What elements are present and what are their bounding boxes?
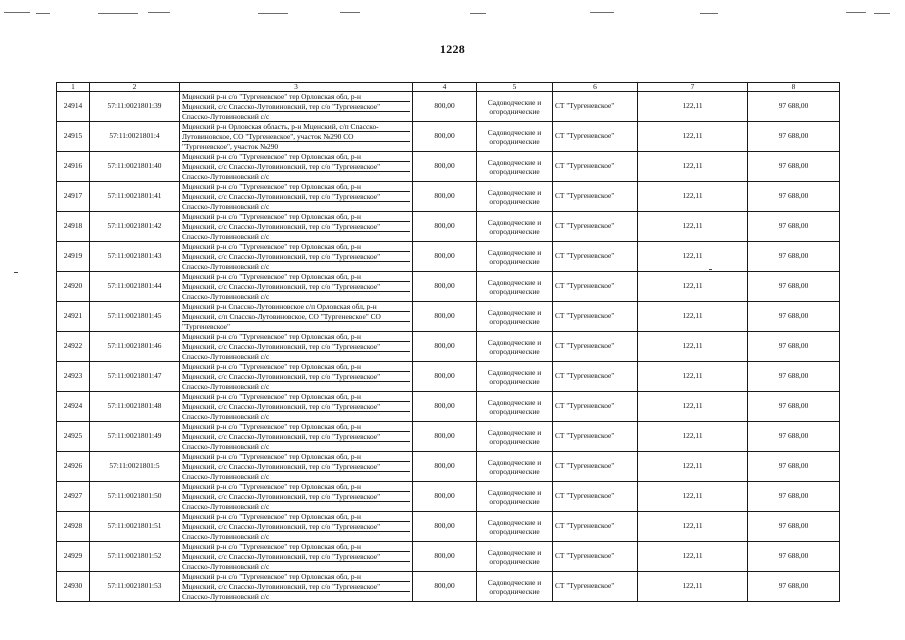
row-id-cell: 24923: [57, 362, 90, 392]
address-line: Мценский, с/с Спасско-Лутовиновский, тер с/о "Тургеневское": [182, 342, 410, 352]
area-cell: 800,00: [413, 482, 477, 512]
cadastral-value-cell: 97 688,00: [748, 332, 840, 362]
land-use-cell: [477, 482, 553, 512]
row-id-cell: 24919: [57, 242, 90, 272]
address-cell: [180, 392, 413, 422]
organization-cell: СТ "Тургеневское": [553, 92, 638, 122]
cadastral-number-cell: 57:11:0021801:45: [90, 302, 180, 332]
cadastral-value-cell: 97 688,00: [748, 392, 840, 422]
scan-speck: [4, 12, 30, 13]
address-line: Спасско-Лутовиновский с/с: [182, 172, 270, 181]
address-line: Мценский р-н с/о "Тургеневское" тер Орловская обл, р-н: [182, 182, 410, 192]
address-line: Спасско-Лутовиновский с/с: [182, 592, 270, 601]
land-use-line: огороднические: [489, 256, 540, 266]
row-id-cell: 24920: [57, 272, 90, 302]
area-cell: 800,00: [413, 212, 477, 242]
address-cell: [180, 152, 413, 182]
cadastral-value-cell: 97 688,00: [748, 542, 840, 572]
cadastral-number-cell: 57:11:0021801:41: [90, 182, 180, 212]
address-cell: [180, 542, 413, 572]
land-use-cell: [477, 332, 553, 362]
cadastral-number-cell: 57:11:0021801:40: [90, 152, 180, 182]
address-line: Спасско-Лутовиновский с/с: [182, 232, 270, 241]
land-use-line: Садоводческие и: [487, 517, 542, 527]
table-row: [57, 212, 840, 242]
area-cell: 800,00: [413, 152, 477, 182]
rate-cell: 122,11: [638, 482, 748, 512]
address-cell: [180, 122, 413, 152]
organization-cell: СТ "Тургеневское": [553, 482, 638, 512]
land-use-cell: [477, 512, 553, 542]
table-row: [57, 482, 840, 512]
row-id-cell: 24925: [57, 422, 90, 452]
land-use-line: огороднические: [489, 436, 540, 446]
land-use-line: Садоводческие и: [487, 367, 542, 377]
organization-cell: СТ "Тургеневское": [553, 422, 638, 452]
table-row: [57, 332, 840, 362]
address-cell: [180, 302, 413, 332]
area-cell: 800,00: [413, 512, 477, 542]
address-line: Спасско-Лутовиновский с/с: [182, 562, 270, 571]
scan-speck: [874, 13, 890, 14]
cadastral-value-cell: 97 688,00: [748, 152, 840, 182]
area-cell: 800,00: [413, 122, 477, 152]
land-use-cell: [477, 572, 553, 602]
land-use-line: Садоводческие и: [487, 487, 542, 497]
address-line: Спасско-Лутовиновский с/с: [182, 532, 270, 541]
land-use-line: огороднические: [489, 346, 540, 356]
scan-speck: [98, 13, 138, 14]
address-line: Мценский, с/с Спасско-Лутовиновский, тер с/о "Тургеневское": [182, 402, 410, 412]
cadastral-number-cell: 57:11:0021801:44: [90, 272, 180, 302]
address-cell: [180, 482, 413, 512]
cadastral-number-cell: 57:11:0021801:39: [90, 92, 180, 122]
address-line: Мценский р-н с/о "Тургеневское" тер Орловская обл, р-н: [182, 362, 410, 372]
land-use-line: огороднические: [489, 376, 540, 386]
land-use-line: огороднические: [489, 556, 540, 566]
row-id-cell: 24924: [57, 392, 90, 422]
address-line: Спасско-Лутовиновский с/с: [182, 412, 270, 421]
column-number: 7: [638, 83, 748, 92]
column-number: 5: [477, 83, 553, 92]
land-use-cell: [477, 452, 553, 482]
margin-mark: [14, 272, 18, 273]
scan-speck: [846, 12, 866, 13]
land-use-line: Садоводческие и: [487, 187, 542, 197]
table-row: [57, 122, 840, 152]
land-use-cell: [477, 122, 553, 152]
area-cell: 800,00: [413, 242, 477, 272]
land-use-line: огороднические: [489, 106, 540, 116]
rate-cell: 122,11: [638, 572, 748, 602]
row-id-cell: 24926: [57, 452, 90, 482]
table-row: [57, 182, 840, 212]
address-line: Мценский р-н с/о "Тургеневское" тер Орловская обл, р-н: [182, 332, 410, 342]
cadastral-number-cell: 57:11:0021801:46: [90, 332, 180, 362]
land-use-line: огороднические: [489, 526, 540, 536]
column-number: 4: [413, 83, 477, 92]
row-id-cell: 24930: [57, 572, 90, 602]
scan-speck: [36, 13, 50, 14]
address-cell: [180, 572, 413, 602]
cadastral-value-cell: 97 688,00: [748, 182, 840, 212]
land-use-cell: [477, 272, 553, 302]
scan-speck: [590, 12, 614, 13]
cadastral-value-cell: 97 688,00: [748, 452, 840, 482]
table-row: [57, 272, 840, 302]
rate-cell: 122,11: [638, 152, 748, 182]
table-row: [57, 392, 840, 422]
table-row: [57, 362, 840, 392]
organization-cell: СТ "Тургеневское": [553, 302, 638, 332]
table-row: [57, 302, 840, 332]
scan-speck: [258, 13, 288, 14]
address-line: Спасско-Лутовиновский с/с: [182, 442, 270, 451]
rate-cell: 122,11: [638, 122, 748, 152]
address-line: Мценский р-н с/о "Тургеневское" тер Орловская обл, р-н: [182, 422, 410, 432]
land-use-line: Садоводческие и: [487, 157, 542, 167]
address-line: Мценский, с/с Спасско-Лутовиновский, тер с/о "Тургеневское": [182, 492, 410, 502]
address-line: Мценский р-н с/о "Тургеневское" тер Орловская обл, р-н: [182, 272, 410, 282]
address-line: Мценский р-н с/о "Тургеневское" тер Орловская обл, р-н: [182, 392, 410, 402]
address-cell: [180, 452, 413, 482]
land-use-cell: [477, 182, 553, 212]
address-cell: [180, 272, 413, 302]
address-line: Мценский, с/с Спасско-Лутовиновский, тер с/о "Тургеневское": [182, 102, 410, 112]
land-use-line: Садоводческие и: [487, 307, 542, 317]
area-cell: 800,00: [413, 302, 477, 332]
address-line: Спасско-Лутовиновский с/с: [182, 502, 270, 511]
land-use-line: огороднические: [489, 496, 540, 506]
table-row: [57, 542, 840, 572]
scan-speck: [470, 13, 486, 14]
address-line: Мценский, с/с Спасско-Лутовиновский, тер с/о "Тургеневское": [182, 162, 410, 172]
address-line: Лутовиновское, СО "Тургеневское", участок №290 СО: [182, 132, 410, 142]
scan-speck: [340, 12, 360, 13]
scan-speck: [148, 12, 170, 13]
land-register-table: [56, 82, 840, 602]
address-cell: [180, 242, 413, 272]
land-use-cell: [477, 542, 553, 572]
address-cell: [180, 332, 413, 362]
row-id-cell: 24915: [57, 122, 90, 152]
cadastral-value-cell: 97 688,00: [748, 212, 840, 242]
address-line: Мценский, с/п Спасско-Лутовиновское, СО "Тургеневское" СО: [182, 312, 410, 322]
address-line: Мценский, с/с Спасско-Лутовиновский, тер с/о "Тургеневское": [182, 432, 410, 442]
cadastral-number-cell: 57:11:0021801:52: [90, 542, 180, 572]
page-number: 1228: [439, 42, 466, 56]
address-line: Спасско-Лутовиновский с/с: [182, 382, 270, 391]
organization-cell: СТ "Тургеневское": [553, 122, 638, 152]
area-cell: 800,00: [413, 182, 477, 212]
row-id-cell: 24917: [57, 182, 90, 212]
row-id-cell: 24922: [57, 332, 90, 362]
address-line: Мценский р-н с/о "Тургеневское" тер Орловская обл, р-н: [182, 482, 410, 492]
area-cell: 800,00: [413, 362, 477, 392]
area-cell: 800,00: [413, 92, 477, 122]
land-use-line: Садоводческие и: [487, 277, 542, 287]
register-body: [57, 92, 840, 602]
organization-cell: СТ "Тургеневское": [553, 182, 638, 212]
table-row: [57, 92, 840, 122]
rate-cell: 122,11: [638, 452, 748, 482]
address-line: Спасско-Лутовиновский с/с: [182, 352, 270, 361]
organization-cell: СТ "Тургеневское": [553, 212, 638, 242]
land-use-cell: [477, 152, 553, 182]
land-use-cell: [477, 362, 553, 392]
cadastral-value-cell: 97 688,00: [748, 302, 840, 332]
land-use-cell: [477, 242, 553, 272]
land-use-line: Садоводческие и: [487, 577, 542, 587]
land-use-line: Садоводческие и: [487, 547, 542, 557]
rate-cell: 122,11: [638, 182, 748, 212]
cadastral-value-cell: 97 688,00: [748, 122, 840, 152]
land-use-cell: [477, 302, 553, 332]
cadastral-value-cell: 97 688,00: [748, 572, 840, 602]
table-row: [57, 422, 840, 452]
table-row: [57, 512, 840, 542]
rate-cell: 122,11: [638, 92, 748, 122]
cadastral-value-cell: 97 688,00: [748, 422, 840, 452]
land-use-line: огороднические: [489, 196, 540, 206]
cadastral-value-cell: 97 688,00: [748, 92, 840, 122]
address-line: "Тургеневское": [182, 322, 231, 331]
land-use-line: Садоводческие и: [487, 337, 542, 347]
rate-cell: 122,11: [638, 362, 748, 392]
address-cell: [180, 512, 413, 542]
address-line: Мценский р-н с/о "Тургеневское" тер Орловская обл, р-н: [182, 542, 410, 552]
organization-cell: СТ "Тургеневское": [553, 332, 638, 362]
row-id-cell: 24929: [57, 542, 90, 572]
address-line: Мценский, с/с Спасско-Лутовиновский, тер с/о "Тургеневское": [182, 462, 410, 472]
rate-cell: 122,11: [638, 422, 748, 452]
cadastral-value-cell: 97 688,00: [748, 362, 840, 392]
cadastral-number-cell: 57:11:0021801:4: [90, 122, 180, 152]
address-line: Мценский р-н с/о "Тургеневское" тер Орловская обл, р-н: [182, 92, 410, 102]
cadastral-value-cell: 97 688,00: [748, 272, 840, 302]
rate-cell: 122,11: [638, 272, 748, 302]
column-number: 8: [748, 83, 840, 92]
cadastral-number-cell: 57:11:0021801:50: [90, 482, 180, 512]
area-cell: 800,00: [413, 452, 477, 482]
address-line: Мценский, с/с Спасско-Лутовиновский, тер с/о "Тургеневское": [182, 222, 410, 232]
row-id-cell: 24928: [57, 512, 90, 542]
rate-cell: 122,11: [638, 212, 748, 242]
address-line: Спасско-Лутовиновский с/с: [182, 262, 270, 271]
address-cell: [180, 422, 413, 452]
address-cell: [180, 92, 413, 122]
land-use-line: огороднические: [489, 406, 540, 416]
address-line: Мценский, с/с Спасско-Лутовиновский, тер с/о "Тургеневское": [182, 192, 410, 202]
row-id-cell: 24927: [57, 482, 90, 512]
land-use-line: огороднические: [489, 586, 540, 596]
address-cell: [180, 182, 413, 212]
table-row: [57, 572, 840, 602]
land-use-cell: [477, 422, 553, 452]
land-use-line: Садоводческие и: [487, 397, 542, 407]
address-line: Мценский р-н с/о "Тургеневское" тер Орловская обл, р-н: [182, 512, 410, 522]
land-use-line: Садоводческие и: [487, 127, 542, 137]
rate-cell: 122,11: [638, 392, 748, 422]
address-cell: [180, 362, 413, 392]
cadastral-number-cell: 57:11:0021801:48: [90, 392, 180, 422]
area-cell: 800,00: [413, 572, 477, 602]
column-number: 3: [180, 83, 413, 92]
scan-noise: [0, 10, 905, 24]
organization-cell: СТ "Тургеневское": [553, 152, 638, 182]
address-line: Мценский, с/с Спасско-Лутовиновский, тер с/о "Тургеневское": [182, 372, 410, 382]
cadastral-number-cell: 57:11:0021801:5: [90, 452, 180, 482]
address-line: Мценский, с/с Спасско-Лутовиновский, тер с/о "Тургеневское": [182, 282, 410, 292]
column-number: 6: [553, 83, 638, 92]
row-id-cell: 24918: [57, 212, 90, 242]
address-line: Мценский, с/с Спасско-Лутовиновский, тер с/о "Тургеневское": [182, 522, 410, 532]
rate-cell: 122,11: [638, 512, 748, 542]
table-row: [57, 242, 840, 272]
row-id-cell: 24914: [57, 92, 90, 122]
organization-cell: СТ "Тургеневское": [553, 542, 638, 572]
address-line: Спасско-Лутовиновский с/с: [182, 472, 270, 481]
land-use-line: Садоводческие и: [487, 217, 542, 227]
address-line: "Тургеневское", участок №290: [182, 142, 279, 151]
land-use-line: огороднические: [489, 286, 540, 296]
address-line: Мценский р-н с/о "Тургеневское" тер Орловская обл, р-н: [182, 212, 410, 222]
organization-cell: СТ "Тургеневское": [553, 362, 638, 392]
land-use-line: Садоводческие и: [487, 247, 542, 257]
land-use-line: огороднические: [489, 466, 540, 476]
address-line: Мценский р-н с/о "Тургеневское" тер Орловская обл, р-н: [182, 572, 410, 582]
address-line: Мценский, с/с Спасско-Лутовиновский, тер с/о "Тургеневское": [182, 552, 410, 562]
address-line: Мценский р-н Орловская область, р-н Мценский, с/п Спасско-: [182, 122, 410, 132]
land-use-cell: [477, 212, 553, 242]
rate-cell: 122,11: [638, 332, 748, 362]
address-line: Мценский р-н с/о "Тургеневское" тер Орловская обл, р-н: [182, 242, 410, 252]
cadastral-number-cell: 57:11:0021801:53: [90, 572, 180, 602]
rate-cell: 122,11: [638, 542, 748, 572]
area-cell: 800,00: [413, 392, 477, 422]
column-number: 1: [57, 83, 90, 92]
address-line: Спасско-Лутовиновский с/с: [182, 112, 270, 121]
land-use-line: Садоводческие и: [487, 97, 542, 107]
scan-speck: [700, 13, 718, 14]
cadastral-number-cell: 57:11:0021801:49: [90, 422, 180, 452]
cadastral-number-cell: 57:11:0021801:43: [90, 242, 180, 272]
table-row: [57, 152, 840, 182]
land-use-line: огороднические: [489, 316, 540, 326]
organization-cell: СТ "Тургеневское": [553, 452, 638, 482]
organization-cell: СТ "Тургеневское": [553, 392, 638, 422]
address-line: Мценский р-н с/о "Тургеневское" тер Орловская обл, р-н: [182, 152, 410, 162]
area-cell: 800,00: [413, 272, 477, 302]
land-use-cell: [477, 392, 553, 422]
land-use-line: огороднические: [489, 226, 540, 236]
area-cell: 800,00: [413, 422, 477, 452]
cadastral-number-cell: 57:11:0021801:47: [90, 362, 180, 392]
cadastral-number-cell: 57:11:0021801:51: [90, 512, 180, 542]
cadastral-value-cell: 97 688,00: [748, 512, 840, 542]
cadastral-value-cell: 97 688,00: [748, 482, 840, 512]
area-cell: 800,00: [413, 542, 477, 572]
organization-cell: СТ "Тургеневское": [553, 272, 638, 302]
table-row: [57, 452, 840, 482]
land-use-line: огороднические: [489, 136, 540, 146]
column-number: 2: [90, 83, 180, 92]
organization-cell: СТ "Тургеневское": [553, 512, 638, 542]
column-number-row: [57, 83, 840, 92]
land-use-line: Садоводческие и: [487, 457, 542, 467]
address-cell: [180, 212, 413, 242]
address-line: Спасско-Лутовиновский с/с: [182, 292, 270, 301]
cadastral-value-cell: 97 688,00: [748, 242, 840, 272]
organization-cell: СТ "Тургеневское": [553, 242, 638, 272]
land-use-line: Садоводческие и: [487, 427, 542, 437]
address-line: Мценский р-н Спасско-Лутовиновское с/п Орловская обл, р-н: [182, 302, 410, 312]
row-id-cell: 24916: [57, 152, 90, 182]
address-line: Мценский, с/с Спасско-Лутовиновский, тер с/о "Тургеневское": [182, 252, 410, 262]
area-cell: 800,00: [413, 332, 477, 362]
land-use-cell: [477, 92, 553, 122]
row-id-cell: 24921: [57, 302, 90, 332]
rate-cell: 122,11: [638, 302, 748, 332]
rate-cell: 122,11: [638, 242, 748, 272]
address-line: Мценский р-н с/о "Тургеневское" тер Орловская обл, р-н: [182, 452, 410, 462]
land-use-line: огороднические: [489, 166, 540, 176]
address-line: Спасско-Лутовиновский с/с: [182, 202, 270, 211]
cadastral-number-cell: 57:11:0021801:42: [90, 212, 180, 242]
organization-cell: СТ "Тургеневское": [553, 572, 638, 602]
address-line: Мценский, с/с Спасско-Лутовиновский, тер с/о "Тургеневское": [182, 582, 410, 592]
